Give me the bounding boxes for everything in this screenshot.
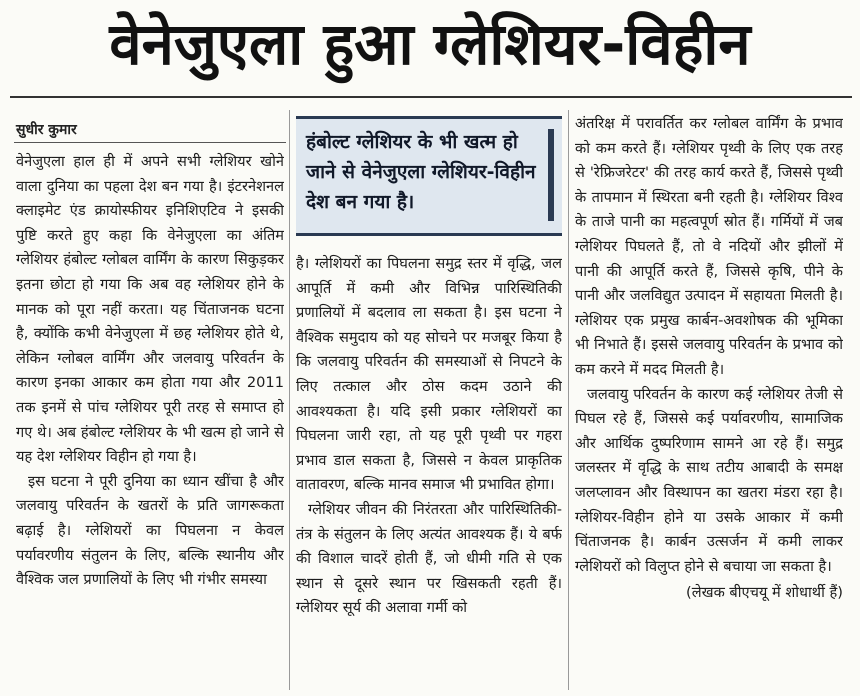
author-note: (लेखक बीएचयू में शोधार्थी हैं)	[686, 584, 843, 602]
col1-paragraph-2: इस घटना ने पूरी दुनिया का ध्यान खींचा है और जलवायु परिवर्तन के खतरों के प्रति जागरूकता बढ़ाई है। ग्लेशियरों का पिघलना न केवल पर्यावरणीय संतुलन के लिए, बल्कि स्थानीय और वैश्विक जल प्रणालियों के लिए भी गंभीर समस्या	[16, 472, 284, 589]
col2-paragraph-2: ग्लेशियर जीवन की निरंतरता और पारिस्थितिकी-तंत्र के संतुलन के लिए अत्यंत आवश्यक हैं। ये बर्फ की विशाल चादरें होती हैं, जो धीमी गति से एक स्थान से दूसरे स्थान पर खिसकती रहती हैं। ग्लेशियर सूर्य की अलावा गर्मी को	[296, 500, 562, 617]
col2-paragraph-1: है। ग्लेशियरों का पिघलना समुद्र स्तर में वृद्धि, जल आपूर्ति में कमी और विभिन्न पारिस्थितिकी प्रणालियों में बदलाव ला सकता है। इस घटना ने वैश्विक समुदाय को यह सोचने पर मजबूर किया है कि जलवायु परिवर्तन की समस्याओं से निपटने के लिए तत्काल और ठोस कदम उठाने की आवश्यकता है। यदि इसी प्रकार ग्लेशियरों का पिघलना जारी रहा, तो यह पूरी पृथ्वी पर गहरा प्रभाव डाल सकता है, जिससे न केवल प्राकृतिक वातावरण, बल्कि मानव समाज भी प्रभावित होगा।	[296, 255, 562, 494]
col3-paragraph-2: जलवायु परिवर्तन के कारण कई ग्लेशियर तेजी से पिघल रहे हैं, जिससे कई पर्यावरणीय, सामाजिक और आर्थिक दुष्परिणाम सामने आ रहे हैं। समुद्र जलस्तर में वृद्धि के साथ तटीय आबादी के समक्ष जलप्लावन और विस्थापन का खतरा मंडरा रहा है। ग्लेशियर-विहीन होने या उसके आकार में कमी चिंताजनक है। कार्बन उत्सर्जन में कमी लाकर ग्लेशियरों को विलुप्त होने से बचाया जा सकता है।	[575, 385, 843, 575]
byline-rule	[14, 142, 286, 143]
headline: वेनेजुएला हुआ ग्लेशियर-विहीन	[109, 10, 751, 78]
col1-paragraph-1: वेनेजुएला हाल ही में अपने सभी ग्लेशियर खोने वाला दुनिया का पहला देश बन गया है। इंटरनेशनल क्लाइमेट एंड क्रायोस्फीयर इनिशिएटिव ने इसकी पुष्टि करते हुए कहा कि वेनेजुएला का अंतिम ग्लेशियर हंबोल्ट ग्लोबल वार्मिंग के कारण सिकुड़कर इतना छोटा हो गया कि अब वह ग्लेशियर होने के मानक को पूरा नहीं करता। यह चिंताजनक घटना है, क्योंकि कभी वेनेजुएला में छह ग्लेशियर होते थे, लेकिन ग्लोबल वार्मिंग और जलवायु परिवर्तन के कारण इनका आकार कम होता गया और 2011 तक इनमें से पांच ग्लेशियर पूरी तरह से समाप्त हो गए थे। अब हंबोल्ट ग्लेशियर के भी खत्म हो जाने से यह देश ग्लेशियर विहीन हो गया है।	[16, 153, 284, 466]
pull-quote: हंबोल्ट ग्लेशियर के भी खत्म हो जाने से वेनेजुएला ग्लेशियर-विहीन देश बन गया है।	[306, 131, 536, 213]
byline: सुधीर कुमार	[16, 122, 77, 138]
column-1	[16, 150, 284, 690]
column-divider-1	[289, 110, 290, 690]
pull-quote-box	[296, 116, 562, 236]
col3-paragraph-1: अंतरिक्ष में परावर्तित कर ग्लोबल वार्मिंग के प्रभाव को कम करते हैं। ग्लेशियर पृथ्वी के लिए एक तरह से 'रेफ्रिजरेटर' की तरह कार्य करते हैं, जिससे पृथ्वी के तापमान में स्थिरता बनी रहती है। ग्लेशियर विश्व के ताजे पानी का महत्वपूर्ण स्रोत हैं। गर्मियों में जब ग्लेशियर पिघलते हैं, तो वे नदियों और झीलों में पानी की आपूर्ति करते हैं, जिससे कृषि, पीने के पानी और जलविद्युत उत्पादन में सहायता मिलती है। ग्लेशियर एक प्रमुख कार्बन-अवशोषक की भूमिका भी निभाते हैं। इससे जलवायु परिवर्तन के प्रभाव को कम करने में मदद मिलती है।	[575, 115, 843, 378]
headline-rule	[10, 96, 852, 98]
column-3	[575, 112, 843, 690]
pull-quote-accent-bar	[548, 129, 554, 221]
column-2	[296, 252, 562, 690]
column-divider-2	[568, 110, 569, 690]
